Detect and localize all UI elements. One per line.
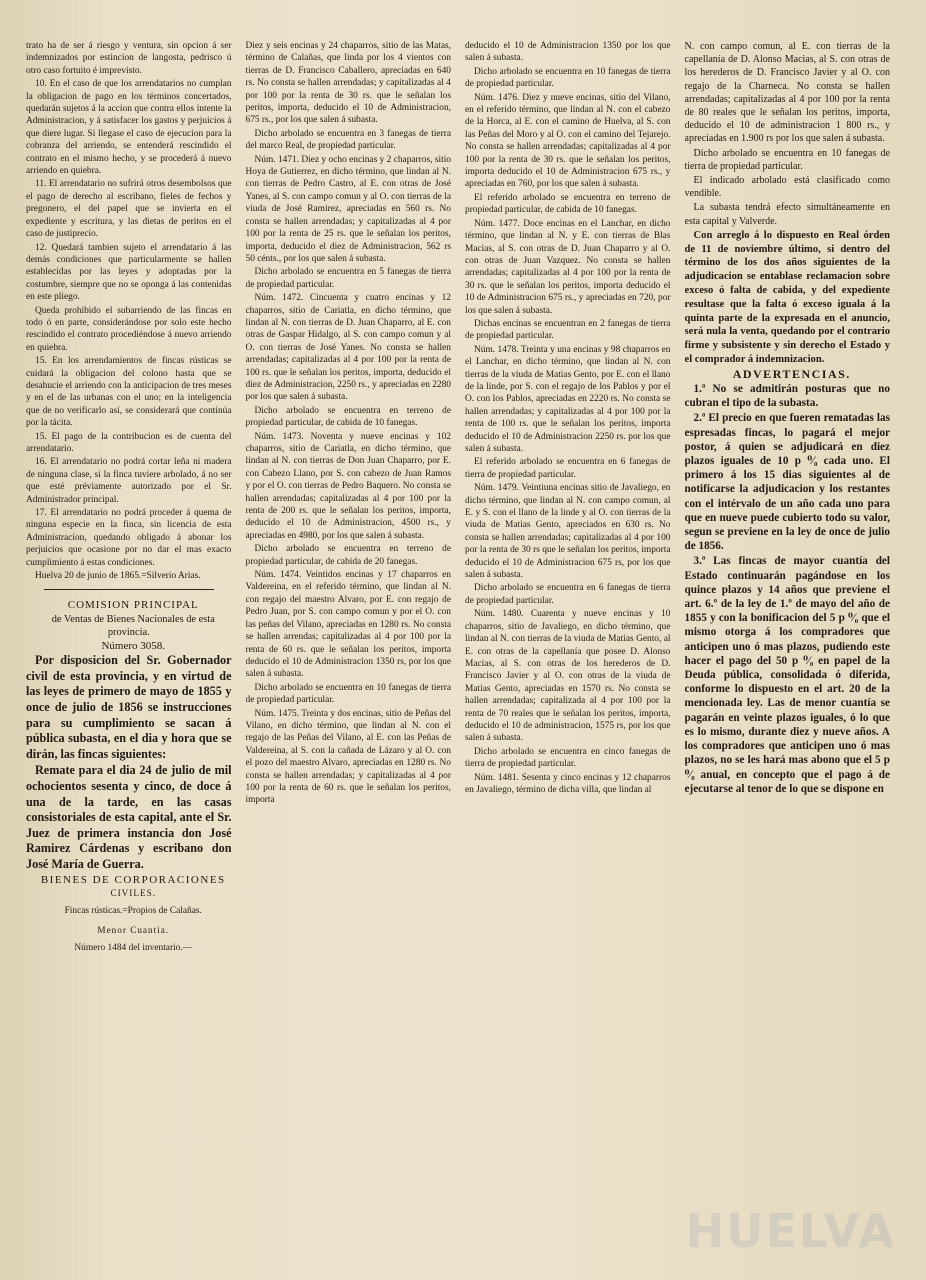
paragraph: 16. El arrendatario no podrá cortar leña ni madera de ninguna clase, si la finca tuviere arbolado, á no ser que esté préviamente autorizado por el Sr. Administrador principal. bbox=[26, 457, 232, 505]
menor-cuantia-heading: Menor Cuantia. bbox=[97, 924, 170, 935]
paragraph: La subasta tendrá efecto simultáneamente en esta capital y Valverde. bbox=[684, 202, 890, 227]
paragraph: El referido arbolado se encuentra en terreno de propiedad particular, de cabida de 10 fanegas. bbox=[465, 192, 671, 216]
paragraph: 11. El arrendatario no sufrirá otros desembolsos que el pago de derecho al escribano, fieles de fechos y pregonero, el del papel que se invierta en el expediente y escritura, y las dietas de peritos en el caso de justiprecio. bbox=[26, 179, 232, 240]
advertencia-1: 1.ª No se admitirán posturas que no cubran el tipo de la subasta. bbox=[684, 383, 890, 410]
paragraph: Dicho arbolado se encuentra en 10 fanegas de tierra de propiedad particular. bbox=[465, 66, 671, 90]
paragraph: Núm. 1471. Diez y ocho encinas y 2 chaparros, sitio Hoya de Gutierrez, en dicho término, que lindan al N. con tierras de Pedro Castro, al E. con otras de José Yanes, al S. con campo comun y al O. con tierras de la viuda de José Ramirez, apreciadas en 560 rs. No consta se hallen arrendadas; y capitalizadas al 4 por 100 por la renta de 25 rs. que le señalan los peritos, importa, deducido el diez de Administracion, 562 rs 50 cénts., por los que salen á subasta. bbox=[245, 154, 451, 264]
paragraph: Queda prohibido el subarriendo de las fincas en todo ó en parte, considerándose por solo este hecho rescindido el contrato procediéndose á nuevo arriendo en quiebra. bbox=[26, 305, 232, 353]
commission-subtitle: de Ventas de Bienes Nacionales de esta provincia. bbox=[51, 613, 215, 638]
paragraph: 15. El pago de la contribucion es de cuenta del arrendatario. bbox=[26, 431, 232, 454]
paragraph: El indicado arbolado está clasificado como vendible. bbox=[684, 175, 890, 200]
advertencia-2: 2.ª El precio en que fueren rematadas las espresadas fincas, lo pagará el mejor postor, á quien se adjudicará en diez plazos iguales de 10 p ⁰⁄₀ cada uno. El primero á los 15 dias siguientes al de notificarse la adjudicacion y los restantes con el intérvalo de un año cada uno para que en nueve puede cubierto todo su valor, segun se previene en la ley de once de julio de 1856. bbox=[684, 412, 890, 553]
advertencia-3: 3.ª Las fincas de mayor cuantía del Estado continuarán pagándose en los quince plazos y 14 años que previene el art. 6.º de la ley de 1.º de mayo del año de 1855 y con la bonificacion del 5 p ⁰⁄₀ que el mismo otorga á los compradores que anticipen uno ó mas plazos, pudiendo este hacer el pago del 50 p ⁰⁄₀ en papel de la Deuda pública, consolidada ó diferida, conforme lo dispuesto en el art. 20 de la mencionada ley. Las de menor cuantía se pagarán en veinte plazos iguales, ó lo que es lo mismo, durante diez y nueve años. A los compradores que anticipen uno ó mas plazos, no se les hará mas abono que el 5 p ⁰⁄₀ anual, en concepto que el pago á de ejecutarse al tenor de lo que se dispone en bbox=[684, 555, 890, 795]
paragraph: Diez y seis encinas y 24 chaparros, sitio de las Matas, término de Calañas, que linda por los 4 vientos con tierras de D. Francisco Caballero, apreciadas en 640 rs. No consta se hallen arrendadas; y capitalizadas al 4 por 100 por la renta de 30 rs. que le señalan los peritos, importa, deducido el 10 de Administracion, 675 rs., por los que salen á subasta. bbox=[245, 41, 451, 126]
paragraph: Dicho arbolado se encuentra en 10 fanegas de tierra de propiedad particular. bbox=[684, 147, 890, 172]
paragraph: Dicho arbolado se encuentra en 5 fanegas de tierra de propiedad particular. bbox=[245, 267, 451, 290]
paragraph: Núm. 1477. Doce encinas en el Lanchar, en dicho término, que lindan al N. y E. con tierras de Blas Macias, al S. con otras de D. Juan Chaparro y al O. con otras de Juan Vazquez. No consta se hallen arrendadas; capitalizadas al 4 por 100 por la renta de 30 rs. que le señalan los peritos, importa deducido el 10 de Administracion 675 rs., y apreciadas en 720, por los que salen á subasta. bbox=[465, 218, 671, 316]
paragraph: 15. En los arrendamientos de fincas rústicas se cuidará la obligacion del colono hasta que se desahucie el arriendo con la anticipacion de tres meses y en el de las urbanas con el uno; en la inteligencia que de no verificarlo así, se considerará que continúa por la tácita. bbox=[26, 356, 232, 429]
section-divider bbox=[44, 589, 214, 590]
paragraph: El referido arbolado se encuentra en 6 fanegas de tierra de propiedad particular. bbox=[465, 457, 671, 480]
column-2 bbox=[246, 40, 452, 1256]
paragraph: Núm. 1480. Cuarenta y nueve encinas y 10 chaparros, sitio de Javaliego, en dicho término, que lindan al N. con tierras de la viuda de Matias Gento, al E. con otras de la capellanía que posee D. Alonso Macias, al S. con otras de los herederos de D. Francisco Javier y al O. con otras de la viuda de Matias Gento, apreciadas en 1570 rs. No consta se hallen arrendadas; capitalizada al 4 por 100 por la renta de 70 reales que le señalan los peritos, importa, deducido el 10 de administracion, 1575 rs, por los que salen á subasta. bbox=[465, 609, 671, 744]
paragraph: 17. El arrendatario no podrá proceder á quema de ninguna especie en la finca, sin licencia de esta Administracion, quedando obligado á abonar los perjuicios que ocasione por no dar el mas exacto cumplimiento á estas condiciones. bbox=[26, 508, 232, 568]
fincas-heading: Fincas rústicas.=Propios de Calañas. bbox=[64, 906, 202, 917]
column-4 bbox=[685, 40, 891, 1256]
paragraph: Dicho arbolado se encuentra en 3 fanegas de tierra del marco Real, de propiedad particular. bbox=[245, 128, 451, 152]
paragraph: Dichas encinas se encuentran en 2 fanegas de tierra de propiedad particular. bbox=[465, 318, 671, 342]
paragraph: Núm. 1475. Treinta y dos encinas, sitio de Peñas del Vilano, en dicho término, que lindan al N. con el regajo de las Peñas del Vilano, al E. con las Peñas de Valdereina, al S. con la cañada de Lázaro y al O. con el pozo del maestro Alvaro, apreciadas en 1280 rs. No consta se hallen arrendadas; y capitalizadas al 4 por 100 por la renta de 60 rs. que le señalan los peritos, importa bbox=[245, 708, 451, 806]
paragraph: Dicho arbolado se encuentra en 6 fanegas de tierra de propiedad particular. bbox=[465, 583, 671, 606]
paragraph: Dicho arbolado se encuentra en terreno de propiedad particular, de cabida de 10 fanegas. bbox=[245, 405, 451, 429]
advertencias-heading: ADVERTENCIAS. bbox=[732, 366, 851, 381]
paragraph: 12. Quedará tambien sujeto el arrendatario á las demás condiciones que particularmente se hallen establecidas por las leyes y adoptadas por la costumbre, siempre que no se oponga á las contenidas en este pliego. bbox=[26, 242, 232, 303]
paragraph: Núm. 1474. Veintidos encinas y 17 chaparros en Valdereina, en el referido término, que lindan al N. con regajo del maestro Alvaro, por E. con regajo de Pedro Juan, por S. con campo comun y por el O. con las peñas del Vilano, apreciadas en 1280 rs. No consta se hallen arrendas; capitalizadas al 4 por 100 por la renta de 60 rs. que le señalan los peritos, importa deducido el 10 de Administracion 1350 rs, por los que salen á subasta. bbox=[245, 570, 451, 680]
paragraph: Núm. 1472. Cincuenta y cuatro encinas y 12 chaparros, sitio de Cariatla, en dicho término, que lindan al N. con tierras de D. Juan Chaparro, al E. con otras de Gaspar Hidalgo, al S. con campo comun y al O. con tierras de José Yanes. No consta se hallen arrendadas; capitalizadas al 4 por 100 por la renta de 100 rs. que le señalan los peritos, importa, deducido el diez de Administracion, 2250 rs., y apreciadas en 2280 por los que salen á subasta. bbox=[245, 293, 451, 403]
notice-auction-date: Remate para el dia 24 de julio de mil ochocientos sesenta y cinco, de doce á una de la tarde, en las casas consistoriales de esta capital, ante el Sr. Juez de primera instancia don José Ramirez Cárdenas y escribano don José María de Guerra. bbox=[26, 763, 232, 871]
signature-line: Huelva 20 de junio de 1865.=Silverio Arias. bbox=[35, 571, 201, 582]
paragraph: trato ha de ser á riesgo y ventura, sin opcion á ser indemnizados por estincion de langosta, pedrisco ú otro caso fortuito é imprevisto. bbox=[26, 41, 232, 76]
column-3 bbox=[465, 40, 671, 1256]
notice-number: Número 3058. bbox=[101, 639, 166, 652]
paragraph: Núm. 1481. Sesenta y cinco encinas y 12 chaparros en Javaliego, término de dicha villa, que lindan al bbox=[465, 772, 671, 795]
commission-title: COMISION PRINCIPAL bbox=[67, 599, 199, 612]
paragraph: N. con campo comun, al E. con tierras de la capellanía de D. Alonso Macias, al S. con otras de los herederos de D. Francisco Javier y al O. con regajo de la Charneca. No consta se hallen arrendadas; capitalizadas al 4 por 100 por la renta de 80 reales que le señalan los peritos, importa, deducido el 10 de administracion 1 800 rs., y apreciadas en 1.900 rs por los que salen á subasta. bbox=[684, 41, 890, 145]
paragraph: Núm. 1479. Veintiuna encinas sitio de Javaliego, en dicho término, que lindan al N. con campo comun, al E. y S. con el llano de la linde y al O. con tierras de la viuda de Matias Gento, apreciados en 630 rs. No consta se hallen arrendadas; capitalizadas al 4 por 100 por la renta de 30 rs que le señalan los peritos, importa deducido el 10 de Administracion 675 rs, por los que salen á subasta. bbox=[465, 483, 671, 581]
paragraph: Dicho arbolado se encuentra en terreno de propiedad particular, de cabida de 20 fanegas. bbox=[245, 544, 451, 567]
paragraph: deducido el 10 de Administracion 1350 por los que salen á subasta. bbox=[465, 41, 671, 64]
section-subheading: CIVILES. bbox=[110, 888, 156, 898]
archive-watermark: HUELVA bbox=[685, 1204, 896, 1258]
paragraph: Dicho arbolado se encuentra en cinco fanegas de tierra de propiedad particular. bbox=[465, 746, 671, 770]
inventory-number: Número 1484 del inventario.— bbox=[74, 943, 193, 954]
royal-order-clause: Con arreglo á lo dispuesto en Real órden de 11 de noviembre último, si dentro del término de los dos años siguientes de la adjudicacion se entablase reclamacion sobre exceso ó falta de cabida, y del expediente resultase que la falta ó exceso iguala á la quinta parte de la expresada en el anuncio, será nula la venta, quedando por el contrario firme y subsistente y sin derecho el Estado y el comprador á indemnizacion. bbox=[684, 229, 890, 366]
notice-intro: Por disposicion del Sr. Gobernador civil de esta provincia, y en virtud de las leyes de primero de mayo de 1855 y once de julio de 1856 se instrucciones para su cumplimiento se sacan á pública subasta, en el dia y hora que se dirán, las fincas siguientes: bbox=[26, 653, 232, 761]
paragraph: Dicho arbolado se encuentra en 10 fanegas de tierra de propiedad particular. bbox=[245, 682, 451, 706]
column-1 bbox=[26, 40, 232, 1256]
section-heading: BIENES DE CORPORACIONES bbox=[40, 873, 226, 886]
paragraph: Núm. 1478. Treinta y una encinas y 98 chaparros en el Lanchar, en dicho término, que lindan al N. con tierras de la viuda de Matias Gento, por E. con el llano de la linde, por S. con el regajo de los Pablos y por el O. con los Pablos, apreciadas en 2220 rs. No consta se hallen arrendadas; y capitalizadas al 4 por 100 por la renta de 100 rs. que le señalan los peritos, importa deducido el 10 de Administracion 2250 rs. por los que salen á subasta. bbox=[465, 344, 671, 454]
paragraph: Núm. 1476. Diez y nueve encinas, sitio del Vilano, en el referido término, que lindan al N. con el cabezo de la Horca, al E. con el camino de Huelva, al S. con las Peñas del Moro y al O. con el camino del Tejarejo. No consta se hallen arrendadas; capitalizadas al 4 por 100 por la renta de 30 rs. que le señalan los peritos, importa deducido el 10 de Administracion 675 rs., y apreciadas en 760, por los que salen á subasta. bbox=[465, 92, 671, 190]
paragraph: 10. En el caso de que los arrendatarios no cumplan la obligacion de pago en los términos concertados, quedarán sujetos á la accion que contra ellos intente la Administracion, y á satisfacer los gastos y perjuicios á que diere lugar. Si llegase el caso de ejecucion para la cobranza del arriendo, se entenderá rescindido el contrato en el mismo hecho, y se procederá á nuevo arriendo en quiebra. bbox=[26, 79, 232, 177]
text-columns bbox=[26, 40, 890, 1256]
paragraph: Núm. 1473. Noventa y nueve encinas y 102 chaparros, sitio de Cariatla, en dicho término, que lindan al N. con tierras de Don Juan Chaparro, por E. con Cabezo Llano, por S. con cabezo de Juan Ramos y por el O. con tierras de Pedro Baquero. No consta se hallen arrendadas; capitalizadas al 4 por 100 por la renta de 200 rs. que le señalan los peritos, importa, deducido el 10 de Administracion, 4500 rs., y apreciadas en 4980, por los que salen á subasta. bbox=[245, 431, 451, 541]
